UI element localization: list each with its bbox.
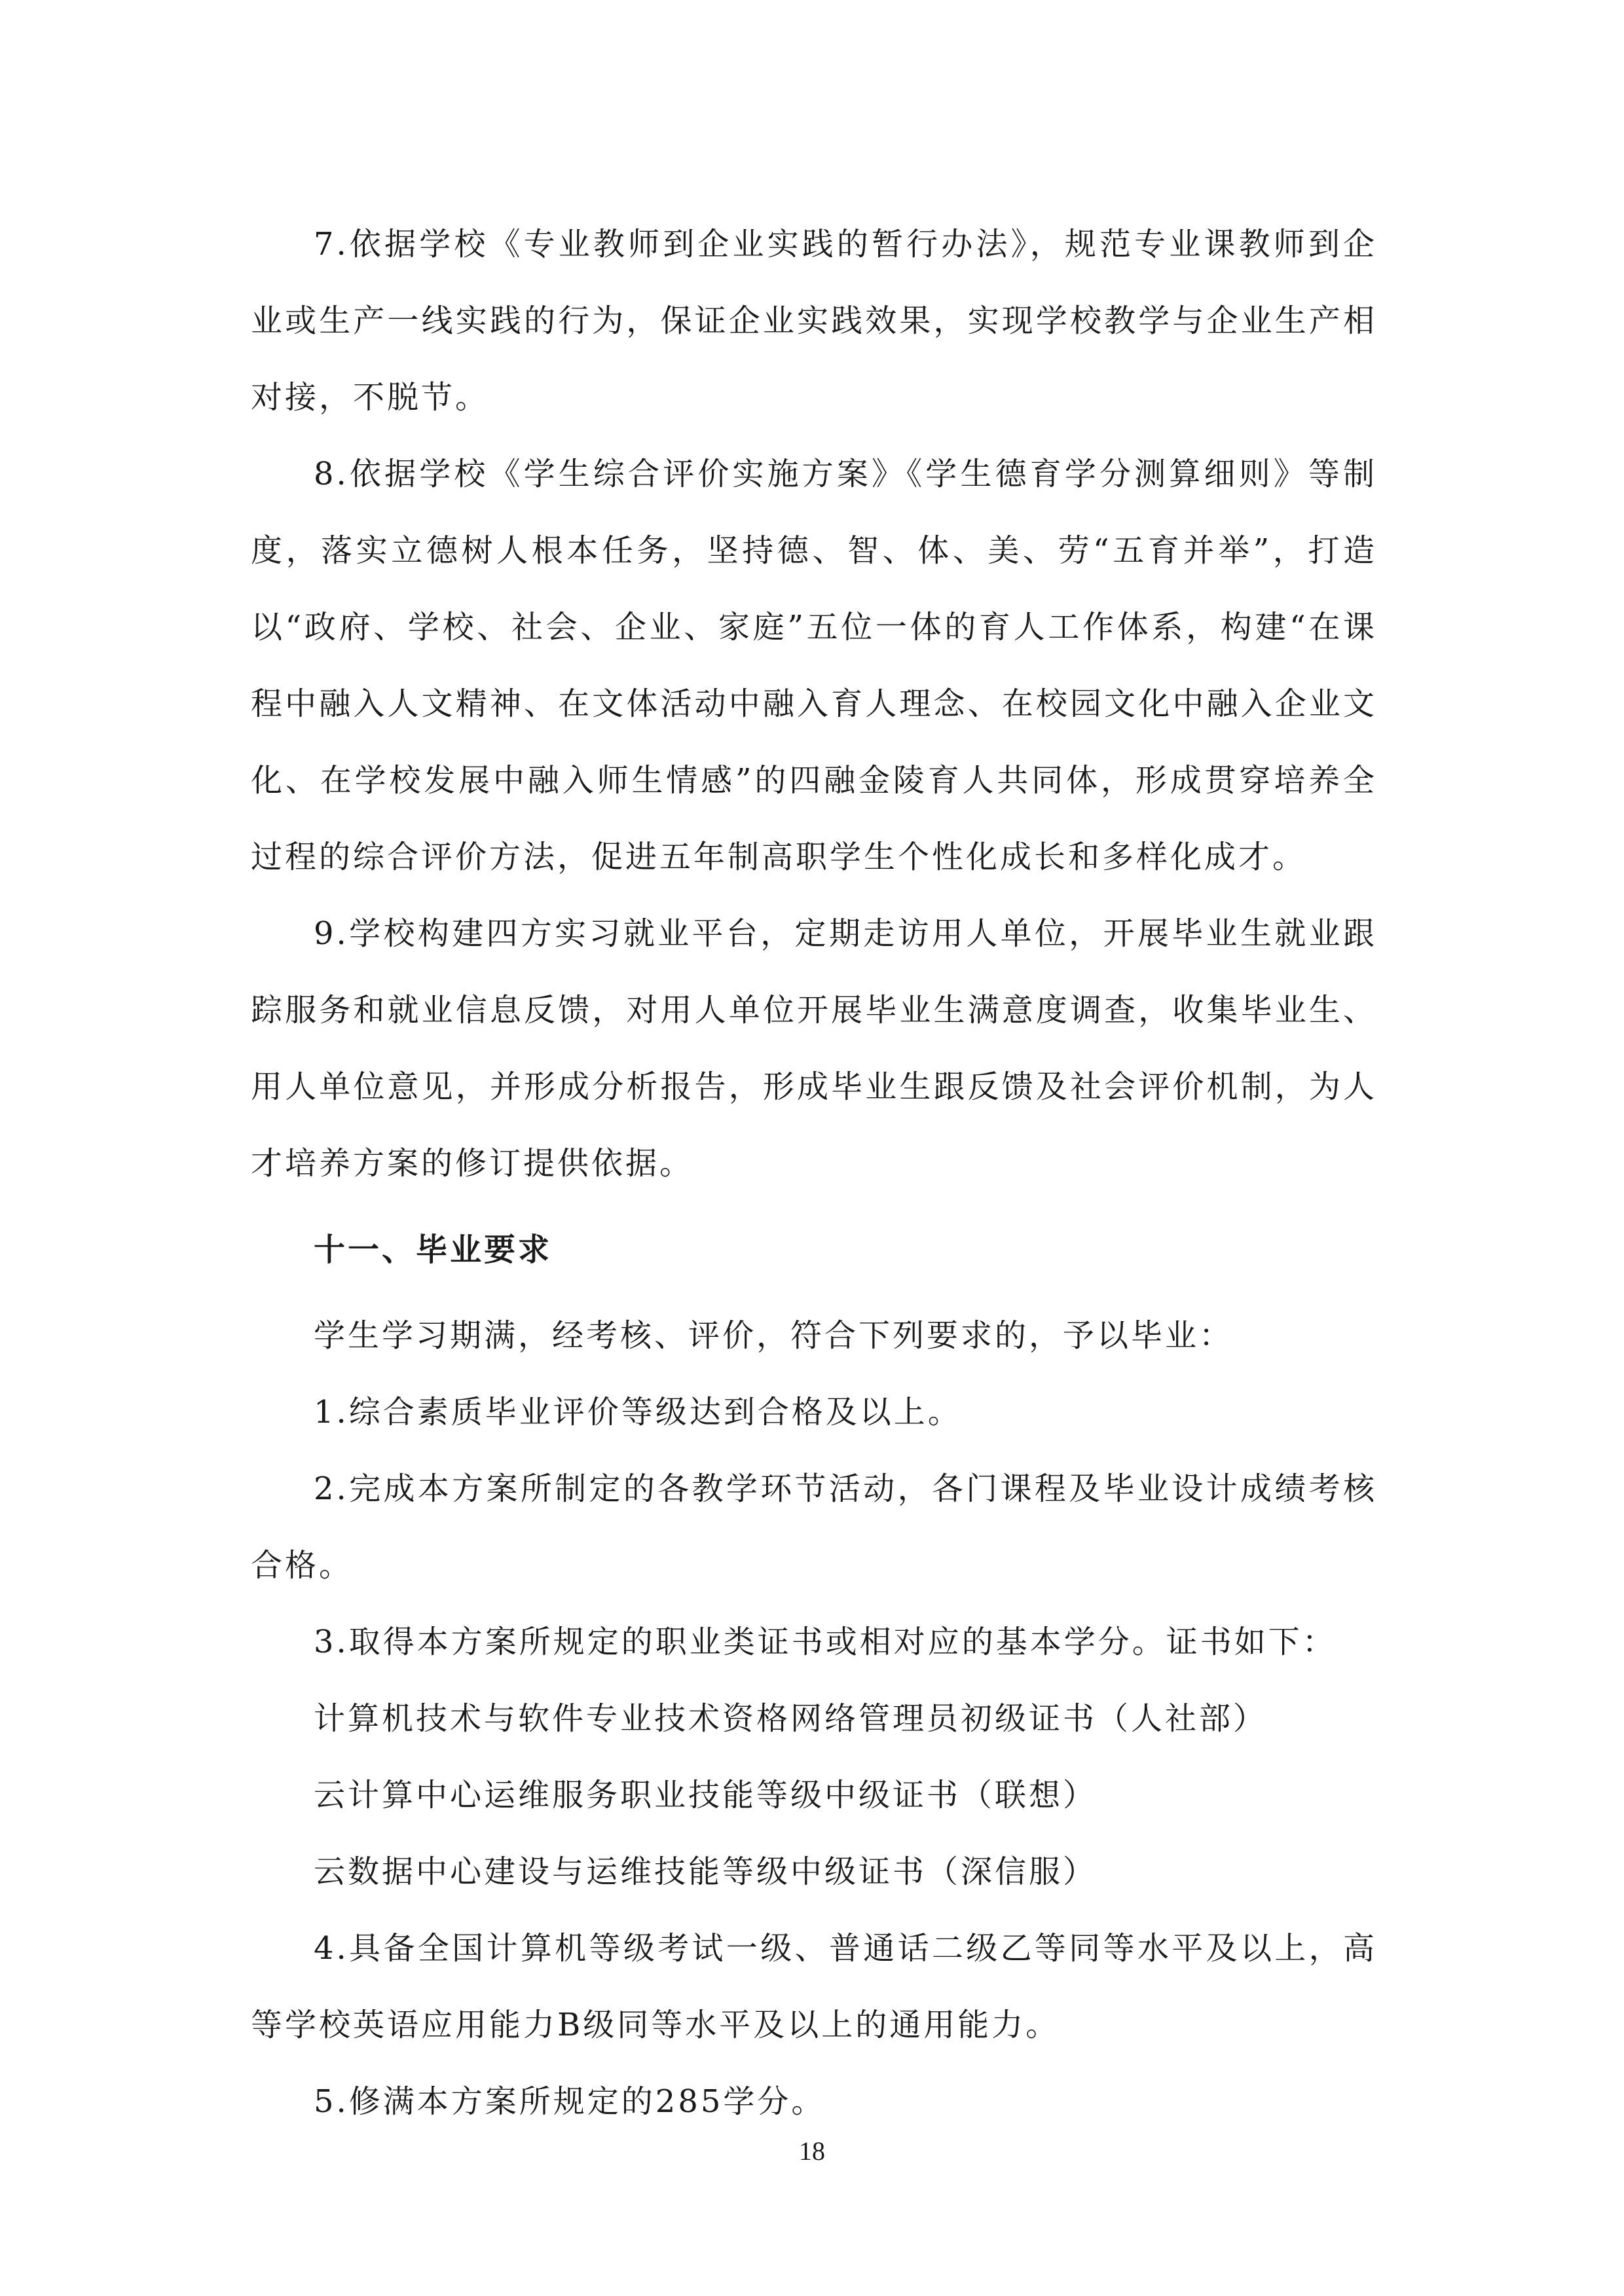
requirement-1: 1.综合素质毕业评价等级达到合格及以上。: [314, 1394, 962, 1430]
certificate-item: 云数据中心建设与运维技能等级中级证书（深信服）: [314, 1853, 1098, 1890]
paragraph-7: 7.依据学校《专业教师到企业实践的暂行办法》，规范专业课教师到企业或生产一线实践的行为，保证企业实践效果，实现学校教学与企业生产相对接，不脱节。: [251, 226, 1377, 416]
requirement-4: 4.具备全国计算机等级考试一级、普通话二级乙等同等水平及以上，高等学校英语应用能力B级同等水平及以上的通用能力。: [251, 1930, 1377, 2043]
paragraph-9: 9.学校构建四方实习就业平台，定期走访用人单位，开展毕业生就业跟踪服务和就业信息反馈，对用人单位开展毕业生满意度调查，收集毕业生、用人单位意见，并形成分析报告，形成毕业生跟反馈及社会评价机制，为人才培养方案的修订提供依据。: [251, 915, 1377, 1182]
certificate-item: 计算机技术与软件专业技术资格网络管理员初级证书（人社部）: [314, 1700, 1268, 1737]
requirement-3: 3.取得本方案所规定的职业类证书或相对应的基本学分。证书如下：: [314, 1624, 1337, 1660]
graduation-intro: 学生学习期满，经考核、评价，符合下列要求的，予以毕业：: [314, 1317, 1234, 1354]
certificate-item: 云计算中心运维服务职业技能等级中级证书（联想）: [314, 1777, 1098, 1813]
section-heading-graduation: 十一、毕业要求: [314, 1231, 553, 1268]
page-number: 18: [799, 2136, 825, 2166]
paragraph-8: 8.依据学校《学生综合评价实施方案》《学生德育学分测算细则》等制度，落实立德树人根本任务，坚持德、智、体、美、劳“五育并举”，打造以“政府、学校、社会、企业、家庭”五位一体的育人工作体系，构建“在课程中融入人文精神、在文体活动中融入育人理念、在校园文化中融入企业文化、在学校发展中融入师生情感”的四融金陵育人共同体，形成贯穿培养全过程的综合评价方法，促进五年制高职学生个性化成长和多样化成才。: [251, 456, 1377, 875]
requirement-2: 2.完成本方案所制定的各教学环节活动，各门课程及毕业设计成绩考核合格。: [251, 1470, 1377, 1584]
page-content: [251, 206, 1377, 2140]
requirement-5: 5.修满本方案所规定的285学分。: [314, 2083, 826, 2120]
